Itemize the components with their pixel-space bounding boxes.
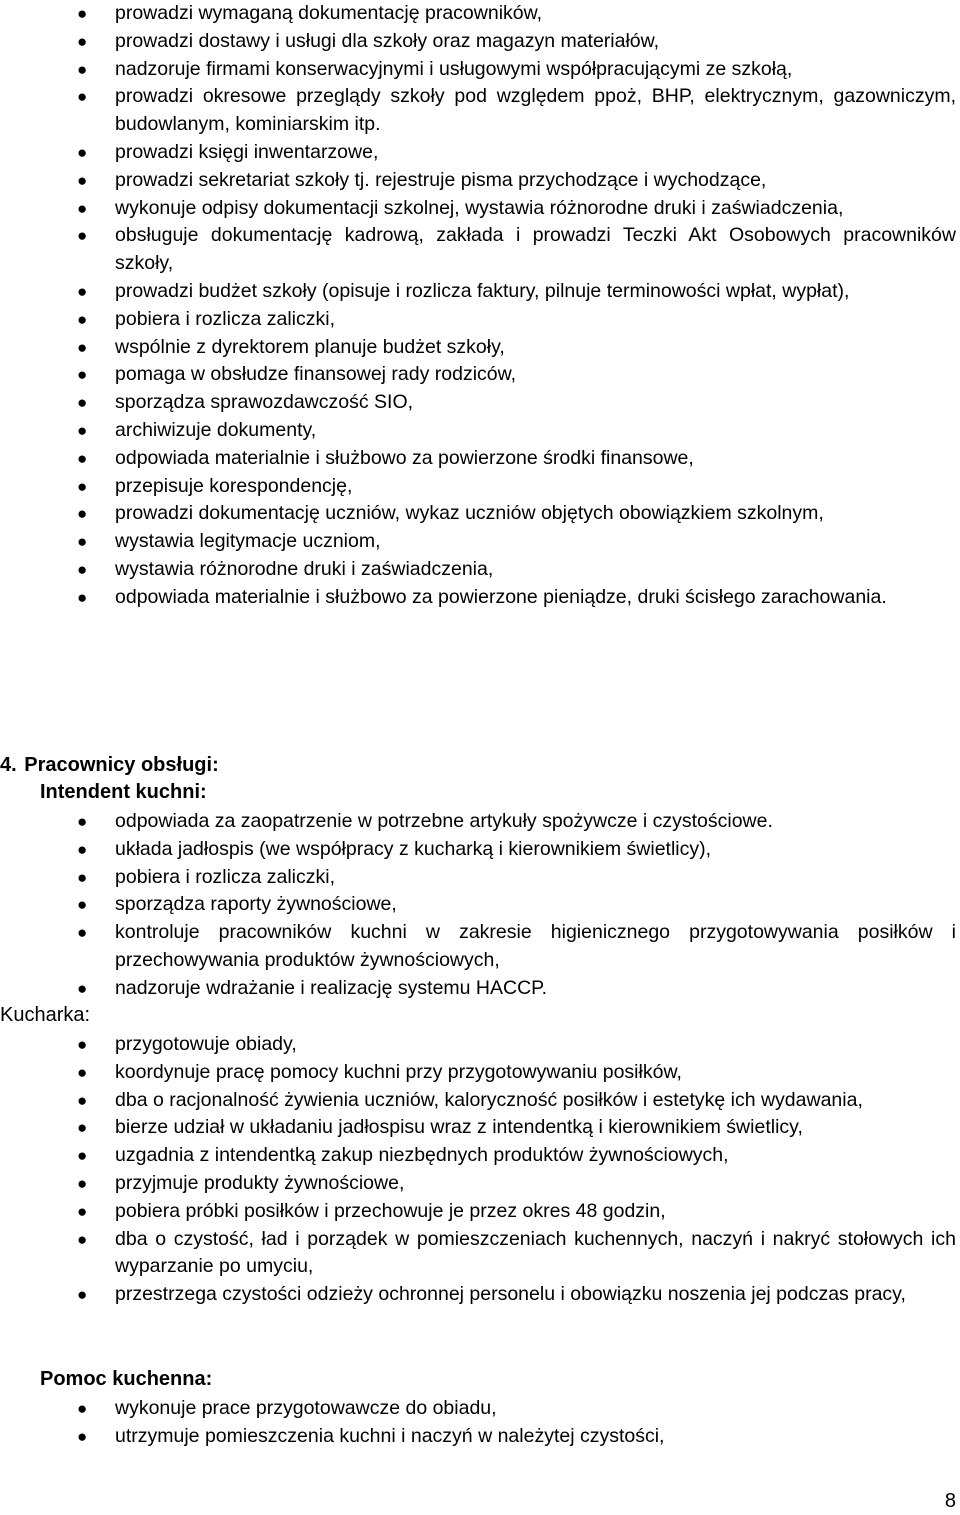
- list-item-text: prowadzi dokumentację uczniów, wykaz uczniów objętych obowiązkiem szkolnym,: [115, 502, 824, 525]
- bullet-icon: ●: [77, 198, 88, 218]
- bullet-icon: ●: [77, 1146, 88, 1166]
- bullet-icon: ●: [77, 1035, 88, 1054]
- bullet-icon: ●: [77, 867, 88, 887]
- bullet-icon: ●: [77, 1118, 88, 1138]
- bullet-icon: ●: [77, 170, 88, 190]
- bullet-icon: ●: [77, 1201, 88, 1221]
- list-item-text: pomaga w obsłudze finansowej rady rodziców,: [115, 363, 517, 386]
- list-item: [0, 864, 960, 892]
- list-item: [0, 139, 960, 167]
- list-item-text: wykonuje odpisy dokumentacji szkolnej, wystawia różnorodne druki i zaświadczenia,: [115, 196, 844, 219]
- list-item: [0, 222, 960, 278]
- list-item: [0, 528, 960, 556]
- list-item-text: utrzymuje pomieszczenia kuchni i naczyń w należytej czystości,: [115, 1424, 665, 1447]
- list-item: [0, 389, 960, 417]
- bullet-icon: ●: [77, 1062, 88, 1082]
- bullet-icon: ●: [77, 559, 88, 579]
- list-item-text: układa jadłospis (we współpracy z kucharką i kierownikiem świetlicy),: [115, 837, 712, 860]
- bullet-icon: ●: [77, 4, 88, 23]
- list-item-text: odpowiada materialnie i służbowo za powierzone środki finansowe,: [115, 446, 694, 469]
- list-item: [0, 473, 960, 501]
- bullet-icon: ●: [77, 812, 88, 831]
- page-number: 8: [944, 1490, 956, 1512]
- list-item-text: wspólnie z dyrektorem planuje budżet szkoły,: [115, 335, 505, 358]
- list-item-text: wykonuje prace przygotowawcze do obiadu,: [115, 1397, 497, 1419]
- bullet-icon: ●: [77, 504, 88, 524]
- bullet-icon: ●: [77, 87, 88, 107]
- list-item: [0, 1198, 960, 1226]
- list-item-text: odpowiada materialnie i służbowo za powierzone pieniądze, druki ścisłego zarachowania.: [115, 585, 887, 608]
- duties-list-secretary: [0, 0, 960, 612]
- list-item-text: wystawia legitymacje uczniom,: [115, 530, 381, 553]
- duties-list-kucharka: [0, 1031, 960, 1309]
- list-item: [0, 808, 960, 836]
- list-item: [0, 83, 960, 139]
- list-item-text: wystawia różnorodne druki i zaświadczenia,: [115, 557, 494, 580]
- list-item: [0, 306, 960, 334]
- section-title: Pracownicy obsługi:: [24, 754, 219, 776]
- list-item-text: przepisuje korespondencję,: [115, 474, 353, 497]
- list-item: [0, 1114, 960, 1142]
- list-item: [0, 56, 960, 84]
- list-item-text: pobiera i rozlicza zaliczki,: [115, 307, 335, 330]
- list-item: [0, 1423, 960, 1451]
- bullet-icon: ●: [77, 420, 88, 440]
- list-item-text: sporządza sprawozdawczość SIO,: [115, 391, 414, 414]
- section-number: 4.: [0, 754, 17, 776]
- list-item: [0, 361, 960, 389]
- list-item-text: prowadzi okresowe przeglądy szkoły pod względem ppoż, BHP, elektrycznym, gazowniczym, budowlanym, kominiarskim itp.: [115, 85, 956, 136]
- list-item: [0, 445, 960, 473]
- list-item: [0, 836, 960, 864]
- bullet-icon: ●: [77, 839, 88, 859]
- list-item-text: przygotowuje obiady,: [115, 1033, 297, 1055]
- list-item-text: prowadzi dostawy i usługi dla szkoły oraz magazyn materiałów,: [115, 29, 660, 52]
- bullet-icon: ●: [77, 309, 88, 329]
- bullet-icon: ●: [77, 895, 88, 915]
- list-item: [0, 28, 960, 56]
- bullet-icon: ●: [77, 1229, 88, 1249]
- list-item: [0, 975, 960, 1003]
- bullet-icon: ●: [77, 59, 88, 79]
- list-item: [0, 1281, 960, 1309]
- bullet-icon: ●: [77, 281, 88, 301]
- list-item-text: prowadzi budżet szkoły (opisuje i rozlicza faktury, pilnuje terminowości wpłat, wypłat),: [115, 279, 850, 302]
- subsection-heading-kucharka: Kucharka:: [0, 1004, 91, 1026]
- bullet-icon: ●: [77, 448, 88, 468]
- list-item: [0, 0, 960, 28]
- list-item: [0, 919, 960, 975]
- duties-list-intendent: [0, 808, 960, 1003]
- list-item-text: pobiera próbki posiłków i przechowuje je przez okres 48 godzin,: [115, 1199, 666, 1222]
- list-item-text: koordynuje pracę pomocy kuchni przy przygotowywaniu posiłków,: [115, 1060, 682, 1083]
- list-item: [0, 1170, 960, 1198]
- list-item: [0, 1142, 960, 1170]
- bullet-icon: ●: [77, 31, 88, 51]
- list-item: [0, 1087, 960, 1115]
- list-item-text: przestrzega czystości odzieży ochronnej personelu i obowiązku noszenia jej podczas pracy,: [115, 1283, 906, 1306]
- bullet-icon: ●: [77, 1090, 88, 1110]
- bullet-icon: ●: [77, 587, 88, 607]
- list-item: [0, 167, 960, 195]
- list-item-text: prowadzi sekretariat szkoły tj. rejestruje pisma przychodzące i wychodzące,: [115, 168, 767, 191]
- list-item-text: prowadzi wymaganą dokumentację pracowników,: [115, 2, 543, 24]
- list-item: [0, 1226, 960, 1282]
- bullet-icon: ●: [77, 337, 88, 357]
- list-item: [0, 1031, 960, 1059]
- subsection-heading-intendent: Intendent kuchni:: [40, 781, 207, 803]
- list-item-text: dba o racjonalność żywienia uczniów, kaloryczność posiłków i estetykę ich wydawania,: [115, 1088, 863, 1111]
- list-item: [0, 584, 960, 612]
- list-item-text: kontroluje pracowników kuchni w zakresie higienicznego przygotowywania posiłków i przechowywania produktów żywnościowych,: [115, 921, 956, 971]
- list-item-text: prowadzi księgi inwentarzowe,: [115, 140, 379, 163]
- bullet-icon: ●: [77, 476, 88, 496]
- bullet-icon: ●: [77, 393, 88, 413]
- list-item-text: uzgadnia z intendentką zakup niezbędnych produktów żywnościowych,: [115, 1144, 729, 1167]
- bullet-icon: ●: [77, 226, 88, 246]
- list-item-text: dba o czystość, ład i porządek w pomieszczeniach kuchennych, naczyń i nakryć stołowych ich wyparzanie po umyciu,: [115, 1227, 956, 1278]
- list-item-text: obsługuje dokumentację kadrową, zakłada i prowadzi Teczki Akt Osobowych pracowników szkoły,: [115, 224, 956, 275]
- list-item: [0, 278, 960, 306]
- bullet-icon: ●: [77, 1426, 88, 1446]
- bullet-icon: ●: [77, 923, 88, 943]
- list-item-text: odpowiada za zaopatrzenie w potrzebne artykuły spożywcze i czystościowe.: [115, 810, 773, 832]
- list-item: [0, 891, 960, 919]
- list-item-text: nadzoruje firmami konserwacyjnymi i usługowymi współpracującymi ze szkołą,: [115, 57, 793, 80]
- list-item-text: sporządza raporty żywnościowe,: [115, 893, 397, 916]
- list-item-text: nadzoruje wdrażanie i realizację systemu HACCP.: [115, 976, 548, 999]
- list-item-text: archiwizuje dokumenty,: [115, 418, 317, 441]
- list-item: [0, 556, 960, 584]
- bullet-icon: ●: [77, 1399, 88, 1418]
- list-item: [0, 1059, 960, 1087]
- bullet-icon: ●: [77, 1285, 88, 1305]
- list-item-text: bierze udział w układaniu jadłospisu wraz z intendentką i kierownikiem świetlicy,: [115, 1116, 803, 1139]
- list-item-text: pobiera i rozlicza zaliczki,: [115, 865, 335, 888]
- duties-list-pomoc: [0, 1395, 960, 1451]
- bullet-icon: ●: [77, 142, 88, 162]
- list-item-text: przyjmuje produkty żywnościowe,: [115, 1171, 405, 1194]
- list-item: [0, 500, 960, 528]
- bullet-icon: ●: [77, 978, 88, 998]
- list-item: [0, 417, 960, 445]
- subsection-heading-pomoc: Pomoc kuchenna:: [40, 1368, 213, 1390]
- bullet-icon: ●: [77, 1173, 88, 1193]
- list-item: [0, 1395, 960, 1423]
- bullet-icon: ●: [77, 532, 88, 552]
- list-item: [0, 195, 960, 223]
- bullet-icon: ●: [77, 365, 88, 385]
- section-heading: [0, 752, 219, 778]
- list-item: [0, 334, 960, 362]
